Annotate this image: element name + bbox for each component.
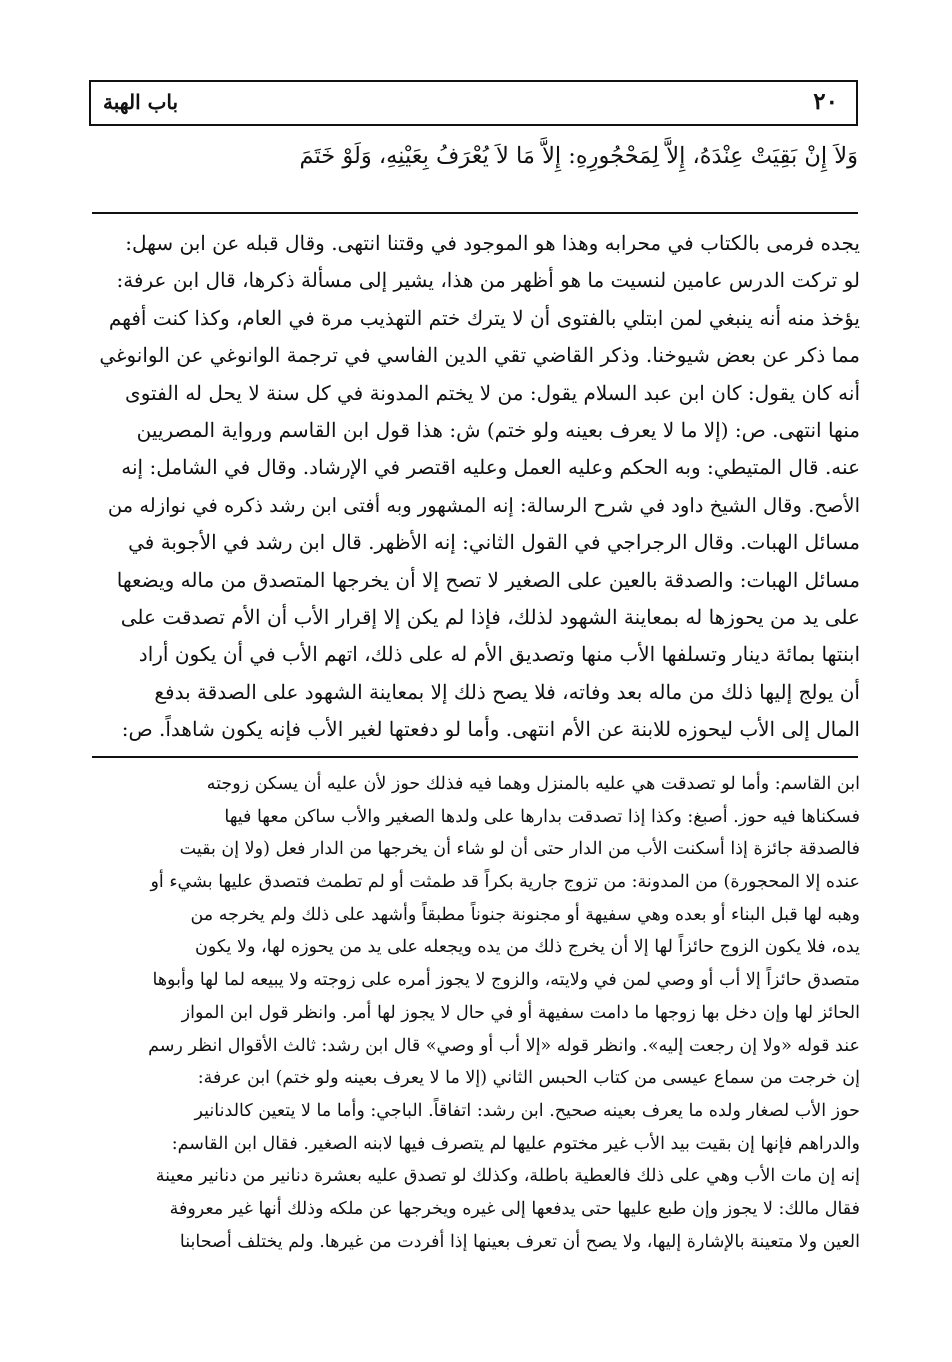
footnote-line: فقال مالك: لا يجوز وإن طبع عليها حتى يدفعها إلى غيره ويخرجها عن ملكه وذلك أنها غير معروفة xyxy=(169,1198,860,1219)
footnote-line: والدراهم فإنها إن بقيت بيد الأب غير مختوم عليها لم يتصرف فيها لابنه الصغير. فقال ابن القاسم: xyxy=(171,1133,860,1154)
divider-rule xyxy=(92,756,858,758)
commentary-line: الأصح. وقال الشيخ داود في شرح الرسالة: إنه المشهور وبه أفتى ابن رشد ذكره في نوازله من xyxy=(107,493,860,517)
commentary-line: على يد من يحوزها له بمعاينة الشهود لذلك، فإذا لم يكن إلا إقرار الأب أن الأم تصدقت على xyxy=(120,604,860,629)
footnote-line: حوز الأب لصغار ولده ما يعرف بعينه صحيح. ابن رشد: اتفاقاً. الباجي: وأما ما لا يتعين كالدنانير xyxy=(194,1100,860,1121)
matn-text: وَلاَ إِنْ بَقِيَتْ عِنْدَهُ، إِلاَّ لِمَحْجُورِهِ: إِلاَّ مَا لاَ يُعْرَفُ بِعَيْنِهِ، وَلَوْ خَتَمَ xyxy=(299,143,858,169)
footnote-line: عند قوله «ولا إن رجعت إليه». وانظر قوله «إلا أب أو وصي» قال ابن رشد: ثالث الأقوال انظر رسم xyxy=(148,1035,860,1056)
running-header xyxy=(89,80,858,126)
footnote-line: متصدق حائزاً إلا أب أو وصي لمن في ولايته، والزوج لا يجوز أمره على زوجته ولا يبيعه لما لها وأبوها xyxy=(152,970,860,991)
page-number: ٢٠ xyxy=(813,88,838,115)
commentary-line: يجده فرمى بالكتاب في محرابه وهذا هو الموجود في وقتنا انتهى. وقال قبله عن ابن سهل: xyxy=(125,231,860,255)
commentary-line: منها انتهى. ص: (إلا ما لا يعرف بعينه ولو ختم) ش: هذا قول ابن القاسم ورواية المصريين xyxy=(136,417,860,442)
commentary-line: مسائل الهبات: والصدقة بالعين على الصغير لا تصح إلا أن يخرجها المتصدق من ماله ويضعها xyxy=(116,567,860,592)
footnote-line: إنه إن مات الأب وهي على ذلك فالعطية باطلة، وكذلك لو تصدق عليه بعشرة دنانير من دنانير معينة xyxy=(155,1166,860,1187)
footnote-line: عنده إلا المحجورة) من المدونة: من تزوج جارية بكراً قد طمثت أو لم تطمث فتصدق عليها بشيء أو xyxy=(150,872,860,893)
footnote-line: وهبه لها قبل البناء أو بعده وهي سفيهة أو مجنونة جنوناً مطبقاً وأشهد على ذلك ولم يخرجه من xyxy=(190,904,860,925)
commentary-line: أن يولج إليها ذلك من ماله بعد وفاته، فلا يصح ذلك إلا بمعاينة الشهود على الصدقة بدفع xyxy=(154,679,860,704)
footnote-line: ابن القاسم: وأما لو تصدقت هي عليه بالمنزل وهما فيه فذلك حوز لأن عليه أن يسكن زوجته xyxy=(206,774,860,794)
footnote-line: يده، فلا يكون الزوج حائزاً لها إلا أن يخرج ذلك من يده ويجعله على يد من يحوزه لها، ولا يكون xyxy=(194,937,860,958)
commentary-line: ابنتها بمائة دينار وتسلفها الأب منها وتصديق الأم له على ذلك، اتهم الأب في أن يكون أراد xyxy=(138,642,860,667)
footnote-line: الحائز لها وإن دخل بها زوجها ما دامت سفيهة أو في حال لا يجوز لها أمر. وانظر قول ابن المواز xyxy=(181,1002,860,1023)
commentary-line: يؤخذ منه أنه ينبغي لمن ابتلي بالفتوى أن لا يترك ختم التهذيب مرة في العام، وكذا كنت أفهم xyxy=(108,305,860,330)
commentary-line: لو تركت الدرس عامين لنسيت ما هو أظهر من هذا، يشير إلى مسألة ذكرها، قال ابن عرفة: xyxy=(116,268,860,293)
commentary-block xyxy=(92,225,860,748)
footnote-line: العين ولا متعينة بالإشارة إليها، ولا يصح أن تعرف بعينها إذا أفردت من غيرها. ولم يختلف أصحابنا xyxy=(179,1231,860,1252)
commentary-line: المال إلى الأب ليحوزه للابنة عن الأم انتهى. وأما لو دفعتها لغير الأب فإنه يكون شاهداً. ص: xyxy=(121,717,860,742)
divider-rule xyxy=(92,212,858,214)
footnote-block xyxy=(92,768,860,1258)
commentary-line: مما ذكر عن بعض شيوخنا. وذكر القاضي تقي الدين الفاسي في ترجمة الوانوغي عن الوانوغي xyxy=(99,343,860,368)
footnote-line: فسكناها فيه حوز. أصبغ: وكذا إذا تصدقت بدارها على ولدها الصغير والأب ساكن معها فيها xyxy=(224,806,860,827)
commentary-line: أنه كان يقول: كان ابن عبد السلام يقول: من لا يختم المدونة في كل سنة لا يحل له الفتوى xyxy=(125,380,860,405)
footnote-line: إن خرجت من سماع عيسى من كتاب الحبس الثاني (إلا ما لا يعرف بعينه ولو ختم) ابن عرفة: xyxy=(197,1068,860,1089)
chapter-title: باب الهبة xyxy=(103,90,179,114)
commentary-line: مسائل الهبات. وقال الرجراجي في القول الثاني: إنه الأظهر. قال ابن رشد في الأجوبة في xyxy=(128,530,860,555)
commentary-line: عنه. قال المتيطي: وبه الحكم وعليه العمل وعليه اقتصر في الإرشاد. وقال في الشامل: إنه xyxy=(121,455,860,480)
footnote-line: فالصدقة جائزة إذا أسكنت الأب من الدار حتى أن لو شاء أن يخرجها من الدار فعل (ولا إن بقيت xyxy=(179,839,860,860)
